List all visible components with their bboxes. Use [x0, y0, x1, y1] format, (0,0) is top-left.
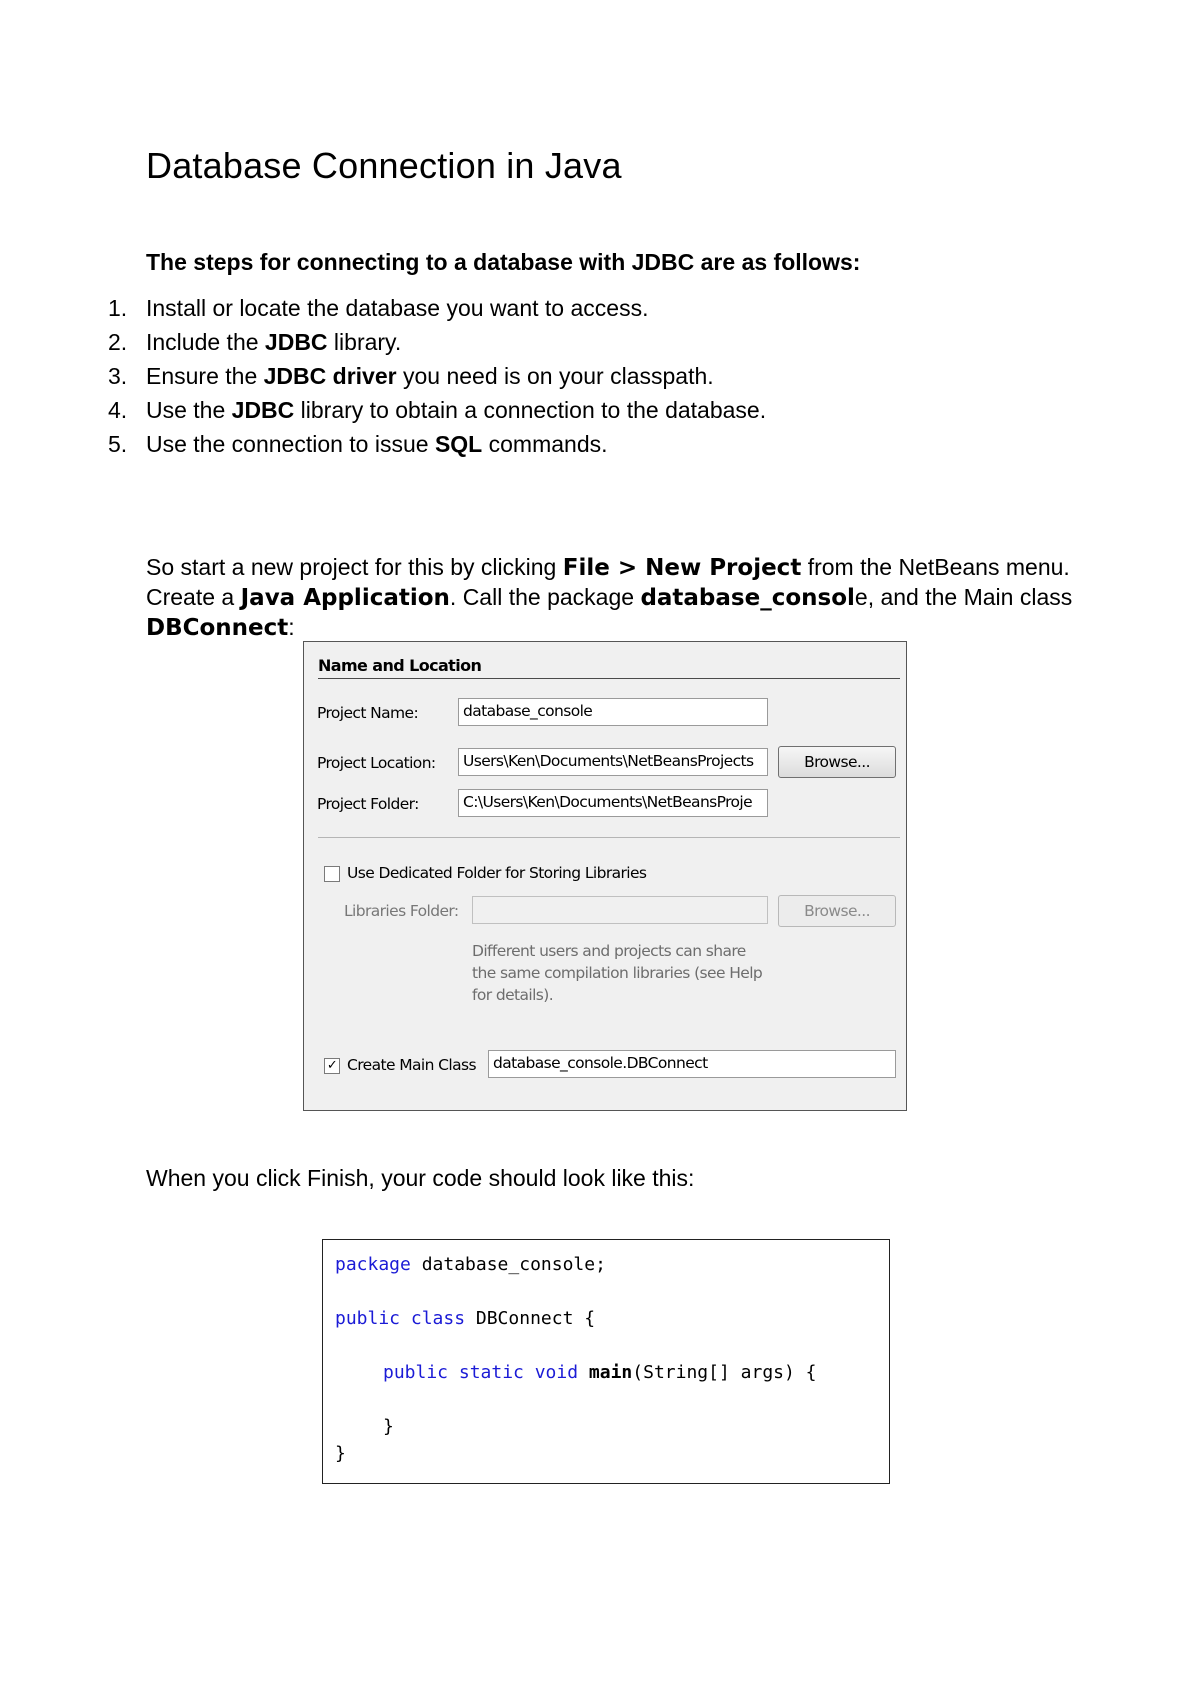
code-line: }: [335, 1443, 346, 1464]
libraries-help-text: Different users and projects can share the same compilation libraries (see Help for details).: [472, 942, 763, 1004]
step-number: 3.: [108, 363, 128, 389]
step-keyword: JDBC driver: [263, 363, 397, 389]
code-keyword: public static void: [383, 1362, 579, 1383]
code-text: database_console;: [410, 1254, 606, 1275]
intro-keyword-menu: File > New Project: [562, 555, 802, 581]
project-name-label: Project Name:: [317, 704, 419, 722]
dialog-divider: [318, 678, 900, 679]
code-text: DBConnect {: [465, 1308, 596, 1329]
code-method-name: main: [588, 1362, 633, 1383]
libraries-folder-label: Libraries Folder:: [344, 902, 459, 920]
step-text: library.: [327, 329, 402, 355]
step-item: [108, 291, 766, 325]
step-text: Include the: [146, 329, 265, 355]
libraries-folder-input: [472, 896, 768, 924]
dialog-section-title: Name and Location: [318, 656, 482, 675]
intro-text: from the NetBeans menu. Create a: [146, 554, 1070, 610]
step-text: Use the connection to issue: [146, 431, 435, 457]
code-line: [335, 1254, 606, 1275]
project-folder-label: Project Folder:: [317, 795, 419, 813]
browse-location-button[interactable]: Browse...: [778, 746, 896, 778]
step-number: 1.: [108, 295, 128, 321]
step-item: [108, 359, 766, 393]
browse-libraries-button: Browse...: [778, 895, 896, 927]
project-folder-input: C:\Users\Ken\Documents\NetBeansProje: [458, 789, 768, 817]
create-main-class-label: Create Main Class: [347, 1056, 476, 1074]
project-location-label: Project Location:: [317, 754, 436, 772]
step-keyword: JDBC: [264, 329, 328, 355]
dialog-divider: [318, 837, 900, 838]
intro-paragraph: [146, 553, 1076, 643]
intro-text: So start a new project for this by clicking: [146, 554, 563, 580]
project-name-input[interactable]: database_console: [458, 698, 768, 726]
code-text: [578, 1362, 589, 1383]
step-text: Use the: [146, 397, 232, 423]
code-text: (String[] args) {: [632, 1362, 817, 1383]
step-text: commands.: [482, 431, 608, 457]
create-main-class-checkbox[interactable]: ✓: [324, 1058, 340, 1074]
project-location-input[interactable]: Users\Ken\Documents\NetBeansProjects: [458, 748, 768, 776]
steps-list: [108, 291, 766, 461]
step-keyword: SQL: [434, 431, 483, 457]
code-line: [335, 1308, 595, 1329]
code-keyword: public class: [335, 1308, 466, 1329]
step-item: [108, 325, 766, 359]
main-class-input[interactable]: database_console.DBConnect: [488, 1050, 896, 1078]
step-number: 4.: [108, 397, 128, 423]
step-item: [108, 393, 766, 427]
step-text: library to obtain a connection to the database.: [294, 397, 767, 423]
step-text: Ensure the: [146, 363, 264, 389]
intro-keyword-class: DBConnect: [146, 615, 289, 641]
intro-keyword-app: Java Application: [240, 585, 450, 611]
step-text: Install or locate the database you want to access.: [146, 295, 649, 321]
new-project-dialog-screenshot: [303, 641, 907, 1111]
step-number: 5.: [108, 431, 128, 457]
intro-text: :: [288, 614, 295, 640]
step-keyword: JDBC: [231, 397, 295, 423]
dedicated-folder-label: Use Dedicated Folder for Storing Libraries: [347, 864, 647, 882]
step-number: 2.: [108, 329, 128, 355]
intro-keyword-package: database_consol: [640, 585, 855, 611]
page-title: Database Connection in Java: [146, 145, 622, 186]
code-line: [383, 1362, 817, 1383]
code-snippet: [322, 1239, 890, 1484]
intro-text: e, and the Main class: [854, 584, 1073, 610]
step-item: [108, 427, 766, 461]
step-text: you need is on your classpath.: [396, 363, 714, 389]
code-line: }: [383, 1416, 394, 1437]
dedicated-folder-checkbox[interactable]: [324, 866, 340, 882]
code-keyword: package: [335, 1254, 411, 1275]
intro-text: . Call the package: [449, 584, 641, 610]
steps-heading: The steps for connecting to a database with JDBC are as follows:: [146, 249, 861, 275]
finish-paragraph: When you click Finish, your code should look like this:: [146, 1165, 695, 1191]
